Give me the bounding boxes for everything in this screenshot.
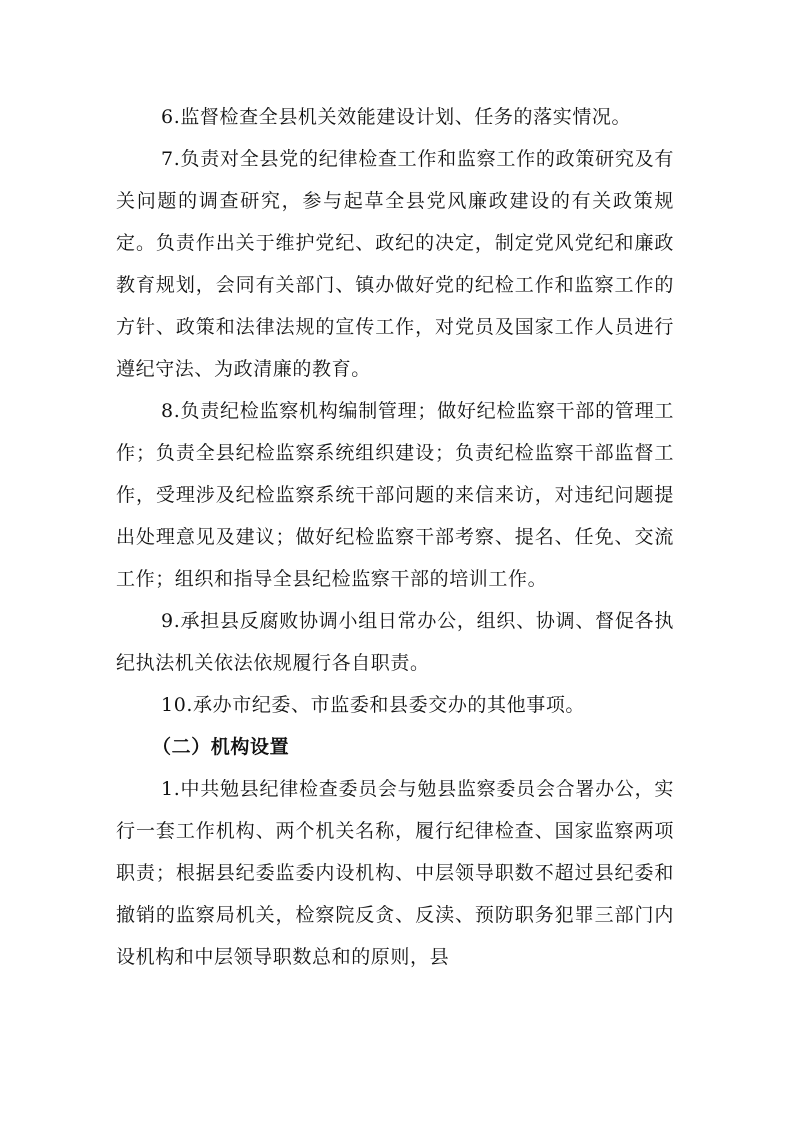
paragraph-item-10: 10.承办市纪委、市监委和县委交办的其他事项。 — [161, 694, 586, 716]
section-heading: （二）机构设置 — [152, 736, 290, 758]
section-paragraph-1: 1.中共勉县纪律检查委员会与勉县监察委员会合署办公，实行一套工作机构、两个机关名称，履行纪律检查、国家监察两项职责；根据县纪委监委内设机构、中层领导职数不超过县纪委和撤销的监察局机关，检察院反贪、反渎、预防职务犯罪三部门内设机构和中层领导职数总和的原则，县 — [116, 778, 674, 968]
paragraph-item-9: 9.承担县反腐败协调小组日常办公，组织、协调、督促各执纪执法机关依法依规履行各自职责。 — [116, 610, 674, 674]
paragraph-item-6: 6.监督检查全县机关效能建设计划、任务的落实情况。 — [161, 106, 632, 128]
document-body — [116, 96, 674, 978]
paragraph-item-8: 8.负责纪检监察机构编制管理；做好纪检监察干部的管理工作；负责全县纪检监察系统组织建设；负责纪检监察干部监督工作，受理涉及纪检监察系统干部问题的来信来访，对违纪问题提出处理意见及建议；做好纪检监察干部考察、提名、任免、交流工作；组织和指导全县纪检监察干部的培训工作。 — [116, 400, 674, 590]
paragraph-item-7: 7.负责对全县党的纪律检查工作和监察工作的政策研究及有关问题的调查研究，参与起草全县党风廉政建设的有关政策规定。负责作出关于维护党纪、政纪的决定，制定党风党纪和廉政教育规划，会同有关部门、镇办做好党的纪检工作和监察工作的方针、政策和法律法规的宣传工作，对党员及国家工作人员进行遵纪守法、为政清廉的教育。 — [116, 148, 674, 380]
